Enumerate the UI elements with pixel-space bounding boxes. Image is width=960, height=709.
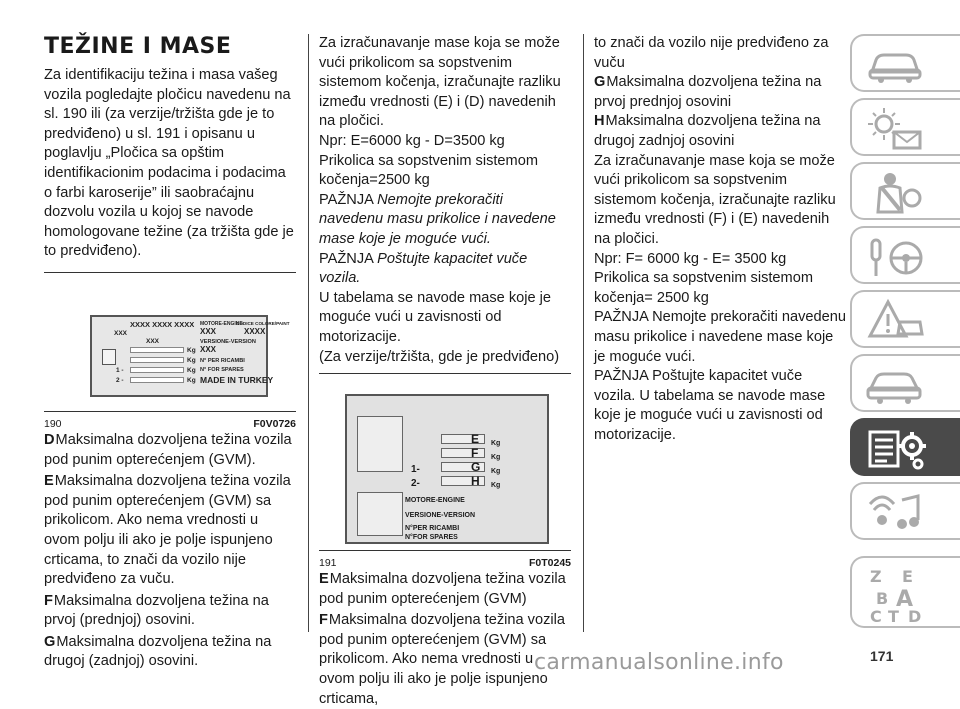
item-g [44, 633, 296, 672]
figure-number: 191 [319, 557, 337, 570]
intro-paragraph: Za identifikaciju težina i masa vašeg vozila pogledajte pločicu navedenu na sl. 190 ili (za verzije/tržišta gde je to predviđeno) u sl. 191 i opisanu u poglavlju „Pločica sa opštim identifikacionim podacima i podacima o farbi karoserije” ili saobraćajnu dozvolu vozila u kojoj se navode homologovane težine (za tržišta gde je to predviđeno). [44, 67, 294, 260]
plate-xxx: XXX [146, 337, 160, 345]
item-letter: F [319, 612, 328, 629]
multimedia-icon [866, 490, 926, 536]
svg-text:E: E [902, 567, 913, 586]
calc-paragraph: Za izračunavanje mase koja se može vući prikolicom sa sopstvenim sistemom kočenja, izračunajte razliku između vrednosti (F) i (E) navedenih na pločici. [594, 152, 836, 247]
tab-key-steering[interactable] [850, 226, 960, 284]
svg-text:B: B [876, 589, 889, 608]
figure-code: F0V0726 [253, 417, 296, 430]
item-letter: G [44, 633, 56, 650]
item-d [44, 431, 296, 470]
index-letters-icon [866, 564, 930, 624]
item-g [594, 73, 846, 112]
plate-kg: Kg [491, 468, 501, 476]
item-h [594, 112, 846, 151]
plate-letter-g: G [471, 460, 481, 475]
plate-box [357, 416, 403, 472]
item-letter: G [594, 74, 606, 91]
plate-box [357, 492, 403, 536]
trailer-paragraph: Prikolica sa sopstvenim sistemom kočenja= 2500 kg [594, 270, 813, 306]
plate-motore: MOTORE-ENGINE [405, 497, 465, 505]
tab-multimedia[interactable] [850, 482, 960, 540]
plate-field [130, 377, 184, 383]
warning-2 [319, 250, 571, 289]
figure-191 [319, 382, 571, 568]
plate-row-2: 2- [411, 478, 420, 490]
item-e [319, 570, 571, 609]
caption-line [319, 550, 571, 551]
plate-title: XXXX XXXX XXXX [130, 319, 195, 329]
warning-1: PAŽNJA Nemojte prekoračiti navedenu masu prikolice i navedene mase koje je moguće vući. [594, 309, 846, 365]
plate-version: VERSIONE-VERSION [405, 512, 476, 520]
plate-kg: Kg [187, 366, 196, 374]
item-letter: F [44, 592, 53, 609]
figure-code: F0T0245 [528, 557, 571, 570]
car-icon [866, 42, 926, 86]
plate-row-2: 2 - [116, 376, 124, 384]
plate-spares: N°FOR SPARES [405, 534, 458, 542]
column-1 [44, 34, 296, 672]
tab-maintenance[interactable] [850, 354, 960, 412]
svg-text:C: C [870, 607, 882, 626]
warning-text: Poštujte kapacitet vuče vozila. [319, 250, 528, 287]
plate-square [102, 349, 116, 365]
column-separator [583, 34, 584, 632]
item-e [44, 472, 296, 590]
plate-xxxx: XXXX [244, 326, 266, 336]
item-text: Maksimalna dozvoljena težina vozila pod punim opterećenjem (GVM). [44, 431, 292, 468]
column-2 [319, 34, 571, 709]
plate-row-1: 1- [411, 464, 420, 476]
warning-2: PAŽNJA Poštujte kapacitet vuče vozila. U tabelama se navode mase koje je moguće vući u zavisnosti od motorizacije. [594, 368, 826, 443]
page-title: TEŽINE I MASE [44, 34, 232, 59]
plate-letter-h: H [471, 474, 480, 489]
plate-field [130, 367, 184, 373]
column-3 [594, 34, 846, 445]
figure-190 [44, 279, 296, 429]
item-f [44, 592, 296, 631]
plate-field [130, 347, 184, 353]
example-paragraph: Npr: E=6000 kg - D=3500 kg [319, 132, 505, 149]
item-letter: D [44, 431, 55, 448]
svg-text:A: A [896, 587, 914, 612]
warning-1 [319, 191, 571, 250]
plate-field [130, 357, 184, 363]
column-separator [308, 34, 309, 632]
plate-ricambi: N° PER RICAMBI [200, 357, 245, 364]
seatbelt-icon [866, 170, 926, 216]
tab-warning[interactable] [850, 290, 960, 348]
svg-text:T: T [888, 607, 899, 626]
dashboard-lights-icon [866, 106, 926, 152]
item-letter: H [594, 113, 605, 130]
tab-car[interactable] [850, 34, 960, 92]
plate-codice: CODICE COLORE/PAINT [236, 320, 290, 326]
tab-seatbelt[interactable] [850, 162, 960, 220]
calc-paragraph: Za izračunavanje mase koja se može vući prikolicom sa sopstvenim sistemom kočenja, izračunajte razliku između vrednosti (E) i (D) navedenih na pločici. [319, 35, 561, 130]
watermark: carmanualsonline.info [534, 650, 784, 675]
plate-ricambi: N°PER RICAMBI [405, 525, 460, 533]
plate-spares: N° FOR SPARES [200, 366, 244, 373]
warning-text: Nemojte prekoračiti navedenu masu prikolice i navedene mase koje je moguće vući. [319, 191, 556, 247]
maintenance-icon [866, 362, 926, 408]
item-text: Maksimalna dozvoljena težina vozila pod punim opterećenjem (GVM) sa prikolicom. Ako nema vrednosti u ovom polju ili ako je polje ispunjeno crticama, [319, 612, 565, 707]
plate-row-1: 1 - [116, 366, 124, 374]
plate-letter-e: E [471, 432, 480, 447]
plate-xxx: XXX [200, 326, 217, 336]
tab-settings-list[interactable] [850, 418, 960, 476]
plate-xxx: XXX [114, 329, 128, 337]
item-letter: E [319, 571, 329, 588]
figure-number: 190 [44, 417, 62, 430]
trailer-paragraph: Prikolica sa sopstvenim sistemom kočenja=2500 kg [319, 152, 538, 189]
warning-label: PAŽNJA [319, 250, 374, 267]
plate-version: VERSIONE-VERSION [200, 338, 256, 345]
tab-index[interactable] [850, 556, 960, 628]
svg-text:D: D [908, 607, 922, 626]
item-letter: E [44, 473, 54, 490]
plate-kg: Kg [187, 356, 196, 364]
tab-dashboard-lights[interactable] [850, 98, 960, 156]
identification-plate [90, 315, 290, 397]
versions-paragraph: (Za verzije/tržišta, gde je predviđeno) [319, 348, 560, 365]
item-text: Maksimalna dozvoljena težina vozila pod punim opterećenjem (GVM) sa prikolicom. Ako nema vrednosti u ovom polju ili ako je polje ispunjeno crticama, to znači da vozilo nije predviđeno za vuču. [44, 473, 291, 588]
item-text: Maksimalna dozvoljena težina na drugoj (zadnjoj) osovini. [44, 633, 272, 670]
page-number: 171 [870, 648, 894, 664]
svg-text:Z: Z [870, 567, 882, 586]
item-text: Maksimalna dozvoljena težina na prvoj prednjoj osovini [594, 74, 822, 110]
plate-xxx: XXX [200, 344, 217, 354]
warning-label: PAŽNJA [319, 191, 374, 208]
plate-kg: Kg [187, 376, 196, 384]
warning-triangle-icon [866, 298, 926, 344]
caption-line [44, 411, 296, 412]
tables-paragraph: U tabelama se navode mase koje je moguće vući u zavisnosti od motorizacije. [319, 289, 552, 345]
settings-list-icon [866, 426, 930, 472]
identification-plate [345, 394, 549, 544]
divider [44, 272, 296, 273]
item-text: Maksimalna dozvoljena težina na drugoj zadnjoj osovini [594, 113, 821, 149]
plate-kg: Kg [187, 346, 196, 354]
continuation-paragraph: to znači da vozilo nije predviđeno za vuču [594, 35, 829, 71]
item-text: Maksimalna dozvoljena težina vozila pod punim opterećenjem (GVM) [319, 571, 566, 607]
divider [319, 373, 571, 374]
plate-letter-f: F [471, 446, 479, 461]
plate-kg: Kg [491, 440, 501, 448]
example-paragraph: Npr: F= 6000 kg - E= 3500 kg [594, 250, 787, 267]
plate-made-in: MADE IN TURKEY [200, 374, 274, 385]
item-text: Maksimalna dozvoljena težina na prvoj (prednjoj) osovini. [44, 592, 269, 629]
plate-kg: Kg [491, 482, 501, 490]
key-steering-icon [866, 234, 926, 280]
plate-kg: Kg [491, 454, 501, 462]
plate-motore: MOTORE-ENGINE [200, 320, 243, 327]
